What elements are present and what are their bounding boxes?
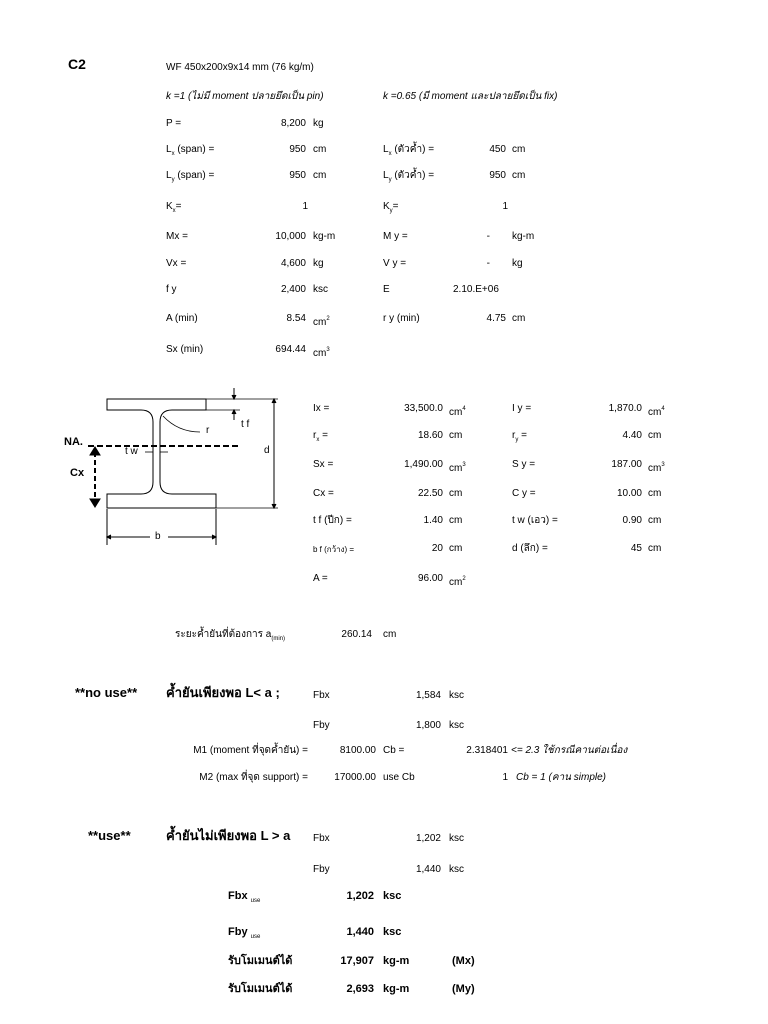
a-min-label: A (min) <box>166 313 198 324</box>
tw-prop-value: 0.90 <box>622 515 642 526</box>
vx-value: 4,600 <box>280 258 306 269</box>
cb-label: Cb = <box>383 745 405 756</box>
lx-span-value: 950 <box>289 144 306 155</box>
no-use-fby-unit: ksc <box>449 720 464 731</box>
cy-prop-label: C y = <box>512 488 536 499</box>
a-min-value: 8.54 <box>286 313 306 324</box>
d-prop-value: 45 <box>630 543 642 554</box>
sx-min-label: Sx (min) <box>166 344 204 355</box>
use-cb-label: use Cb <box>383 772 415 783</box>
use-fbx-value: 1,202 <box>415 833 441 844</box>
tf-prop-value: 1.40 <box>423 515 443 526</box>
tw-prop-unit: cm <box>648 515 662 526</box>
rx-label: $r_x$ = <box>313 430 328 443</box>
diagram-r-label: r <box>206 425 210 436</box>
ry-unit: cm <box>648 430 662 441</box>
ry-min-unit: cm <box>512 313 526 324</box>
ry-label: $r_y$ = <box>512 430 527 443</box>
sy-unit: $cm^3$ <box>648 462 665 474</box>
use-fby-unit: ksc <box>449 864 464 875</box>
mx-value: 10,000 <box>275 231 306 242</box>
m2-label: M2 (max ที่จุด support) = <box>199 772 308 783</box>
cb-note: <= 2.3 ใช้กรณีคานต่อเนื่อง <box>511 745 628 756</box>
kx-value: 1 <box>302 201 308 212</box>
ly-span-label: $L_y$ (span) = <box>166 170 215 183</box>
fbx-use-value: 1,202 <box>346 890 374 902</box>
m1-value: 8100.00 <box>339 745 376 756</box>
d-prop-unit: cm <box>648 543 662 554</box>
diagram-tw-label: t w <box>125 446 138 457</box>
my-unit: kg-m <box>512 231 535 242</box>
my-value: - <box>486 231 490 242</box>
sx-min-unit: $cm^3$ <box>313 347 330 359</box>
ky-label: $K_y=$ <box>383 201 399 214</box>
moment-mx-value: 17,907 <box>340 955 374 967</box>
k-fix-note: k =0.65 (มี moment และปลายยึดเป็น fix) <box>383 91 558 102</box>
no-use-fby-label: Fby <box>313 720 330 731</box>
kx-label: $K_x=$ <box>166 201 182 214</box>
no-use-fbx-label: Fbx <box>313 690 330 701</box>
moment-mx-axis: (Mx) <box>452 955 475 967</box>
tf-prop-unit: cm <box>449 515 463 526</box>
m1-label: M1 (moment ที่จุดค้ำยัน) = <box>193 745 308 756</box>
moment-my-value: 2,693 <box>346 983 374 995</box>
lx-brace-unit: cm <box>512 144 526 155</box>
rx-value: 18.60 <box>417 430 443 441</box>
ly-brace-label: $L_y$ (ตัวค้ำ) = <box>383 170 435 183</box>
neutral-axis-label: NA. <box>64 436 83 448</box>
sx-unit: $cm^3$ <box>449 462 466 474</box>
no-use-fbx-unit: ksc <box>449 690 464 701</box>
ry-min-value: 4.75 <box>486 313 506 324</box>
use-fbx-label: Fbx <box>313 833 330 844</box>
diagram-tf-label: t f <box>241 419 250 430</box>
m2-value: 17000.00 <box>334 772 376 783</box>
no-use-heading: ค้ำยันเพียงพอ L< a ; <box>166 685 280 700</box>
sy-value: 187.00 <box>611 459 642 470</box>
sx-min-value: 694.44 <box>275 344 306 355</box>
vx-unit: kg <box>313 258 324 269</box>
my-label: M y = <box>383 231 408 242</box>
lx-brace-label: $L_x$ (ตัวค้ำ) = <box>383 144 435 157</box>
vy-label: V y = <box>383 258 407 269</box>
diagram-b-label: b <box>155 531 161 542</box>
fbx-use-label: Fbx $_{use}$ <box>228 890 261 904</box>
bf-prop-label: b f (กว้าง) = <box>313 545 355 554</box>
lx-brace-value: 450 <box>489 144 506 155</box>
ly-brace-value: 950 <box>489 170 506 181</box>
lx-span-unit: cm <box>313 144 327 155</box>
a-prop-value: 96.00 <box>417 573 443 584</box>
moment-my-unit: kg-m <box>383 983 410 995</box>
lx-span-label: $L_x$ (span) = <box>166 144 215 157</box>
ly-span-unit: cm <box>313 170 327 181</box>
sx-value: 1,490.00 <box>404 459 443 470</box>
vy-value: - <box>486 258 490 269</box>
mx-label: Mx = <box>166 231 188 242</box>
use-cb-value: 1 <box>502 772 508 783</box>
ly-span-value: 950 <box>289 170 306 181</box>
use-tag: **use** <box>88 828 131 843</box>
vy-unit: kg <box>512 258 523 269</box>
fy-value: 2,400 <box>280 284 306 295</box>
fby-use-unit: ksc <box>383 926 402 938</box>
brace-unit: cm <box>383 629 397 640</box>
cx-prop-unit: cm <box>449 488 463 499</box>
use-fby-value: 1,440 <box>415 864 441 875</box>
a-min-unit: $cm^2$ <box>313 316 330 328</box>
diagram-d-label: d <box>264 445 270 456</box>
cb-value: 2.318401 <box>466 745 508 756</box>
bf-prop-unit: cm <box>449 543 463 554</box>
ix-unit: $cm^4$ <box>449 406 466 418</box>
fbx-use-unit: ksc <box>383 890 402 902</box>
vx-label: Vx = <box>166 258 187 269</box>
brace-label: ระยะค้ำยันที่ต้องการ $a_{(min)}$ <box>175 629 285 642</box>
ky-value: 1 <box>502 201 508 212</box>
a-prop-unit: $cm^2$ <box>449 576 466 588</box>
p-unit: kg <box>313 118 324 129</box>
use-fbx-unit: ksc <box>449 833 464 844</box>
tw-prop-label: t w (เอว) = <box>512 515 558 526</box>
no-use-fbx-value: 1,584 <box>415 690 441 701</box>
sy-label: S y = <box>512 459 536 470</box>
moment-mx-unit: kg-m <box>383 955 410 967</box>
cx-prop-label: Cx = <box>313 488 334 499</box>
rx-unit: cm <box>449 430 463 441</box>
ix-value: 33,500.0 <box>404 403 443 414</box>
section-title: C2 <box>68 56 86 72</box>
use-fby-label: Fby <box>313 864 330 875</box>
moment-my-axis: (My) <box>452 983 475 995</box>
p-label: P = <box>166 118 182 129</box>
cy-prop-unit: cm <box>648 488 662 499</box>
iy-unit: $cm^4$ <box>648 406 665 418</box>
fy-unit: ksc <box>313 284 328 295</box>
no-use-tag: **no use** <box>75 685 138 700</box>
cx-label: Cx <box>70 467 85 479</box>
fy-label: f y <box>166 284 177 295</box>
e-value: 2.10.E+06 <box>453 284 499 295</box>
mx-unit: kg-m <box>313 231 336 242</box>
d-prop-label: d (ลึก) = <box>512 543 548 554</box>
p-value: 8,200 <box>280 118 306 129</box>
use-heading: ค้ำยันไม่เพียงพอ L > a <box>166 828 291 843</box>
ry-value: 4.40 <box>622 430 642 441</box>
no-use-fby-value: 1,800 <box>415 720 441 731</box>
cx-prop-value: 22.50 <box>417 488 443 499</box>
ix-label: Ix = <box>313 403 330 414</box>
cy-prop-value: 10.00 <box>616 488 642 499</box>
bf-prop-value: 20 <box>431 543 443 554</box>
section-designation: WF 450x200x9x14 mm (76 kg/m) <box>166 62 314 73</box>
k-pin-note: k =1 (ไม่มี moment ปลายยึดเป็น pin) <box>166 91 324 102</box>
tf-prop-label: t f (ปีก) = <box>313 515 352 526</box>
i-beam-outline <box>107 399 216 508</box>
iy-value: 1,870.0 <box>608 403 642 414</box>
ry-min-label: r y (min) <box>383 313 420 324</box>
use-cb-note: Cb = 1 (คาน simple) <box>516 772 606 783</box>
moment-my-label: รับโมเมนต์ได้ <box>228 983 293 995</box>
fby-use-value: 1,440 <box>346 926 374 938</box>
iy-label: I y = <box>512 403 532 414</box>
fby-use-label: Fby $_{use}$ <box>228 926 261 940</box>
a-prop-label: A = <box>313 573 328 584</box>
ly-brace-unit: cm <box>512 170 526 181</box>
e-label: E <box>383 284 390 295</box>
brace-value: 260.14 <box>341 629 372 640</box>
sx-label: Sx = <box>313 459 334 470</box>
moment-mx-label: รับโมเมนต์ได้ <box>228 955 293 967</box>
